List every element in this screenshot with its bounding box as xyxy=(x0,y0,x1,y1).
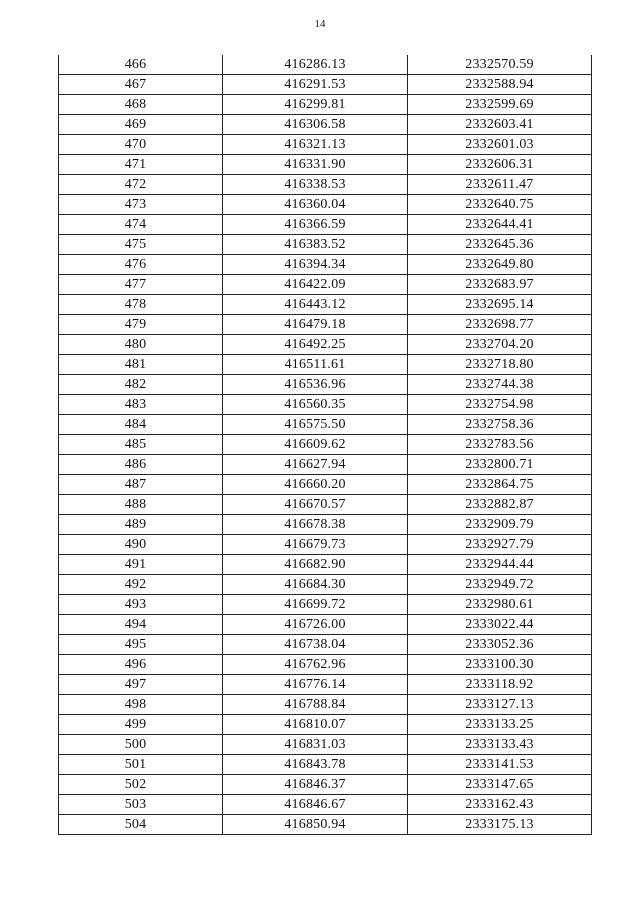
point-number-cell: 467 xyxy=(59,75,223,95)
point-number-cell: 481 xyxy=(59,355,223,375)
table-row xyxy=(59,575,592,595)
y-coordinate-cell: 2332718.80 xyxy=(408,355,592,375)
y-coordinate-cell: 2332754.98 xyxy=(408,395,592,415)
table-row xyxy=(59,475,592,495)
x-coordinate-cell: 416850.94 xyxy=(223,815,408,835)
x-coordinate-cell: 416575.50 xyxy=(223,415,408,435)
y-coordinate-cell: 2332649.80 xyxy=(408,255,592,275)
x-coordinate-cell: 416331.90 xyxy=(223,155,408,175)
point-number-cell: 504 xyxy=(59,815,223,835)
x-coordinate-cell: 416299.81 xyxy=(223,95,408,115)
x-coordinate-cell: 416776.14 xyxy=(223,675,408,695)
y-coordinate-cell: 2333162.43 xyxy=(408,795,592,815)
y-coordinate-cell: 2332758.36 xyxy=(408,415,592,435)
x-coordinate-cell: 416670.57 xyxy=(223,495,408,515)
point-number-cell: 470 xyxy=(59,135,223,155)
point-number-cell: 482 xyxy=(59,375,223,395)
table-row xyxy=(59,335,592,355)
x-coordinate-cell: 416846.37 xyxy=(223,775,408,795)
y-coordinate-cell: 2332601.03 xyxy=(408,135,592,155)
y-coordinate-cell: 2333141.53 xyxy=(408,755,592,775)
y-coordinate-cell: 2332588.94 xyxy=(408,75,592,95)
point-number-cell: 479 xyxy=(59,315,223,335)
table-row xyxy=(59,595,592,615)
y-coordinate-cell: 2332980.61 xyxy=(408,595,592,615)
x-coordinate-cell: 416726.00 xyxy=(223,615,408,635)
y-coordinate-cell: 2332570.59 xyxy=(408,55,592,75)
x-coordinate-cell: 416443.12 xyxy=(223,295,408,315)
y-coordinate-cell: 2332800.71 xyxy=(408,455,592,475)
table-row xyxy=(59,115,592,135)
y-coordinate-cell: 2332611.47 xyxy=(408,175,592,195)
y-coordinate-cell: 2332744.38 xyxy=(408,375,592,395)
y-coordinate-cell: 2332644.41 xyxy=(408,215,592,235)
point-number-cell: 496 xyxy=(59,655,223,675)
point-number-cell: 485 xyxy=(59,435,223,455)
table-row xyxy=(59,755,592,775)
point-number-cell: 495 xyxy=(59,635,223,655)
y-coordinate-cell: 2333147.65 xyxy=(408,775,592,795)
y-coordinate-cell: 2332599.69 xyxy=(408,95,592,115)
table-row xyxy=(59,135,592,155)
x-coordinate-cell: 416810.07 xyxy=(223,715,408,735)
x-coordinate-cell: 416338.53 xyxy=(223,175,408,195)
y-coordinate-cell: 2332704.20 xyxy=(408,335,592,355)
table-row xyxy=(59,815,592,835)
y-coordinate-cell: 2332864.75 xyxy=(408,475,592,495)
table-row xyxy=(59,655,592,675)
y-coordinate-cell: 2333118.92 xyxy=(408,675,592,695)
y-coordinate-cell: 2332927.79 xyxy=(408,535,592,555)
point-number-cell: 484 xyxy=(59,415,223,435)
table-row xyxy=(59,515,592,535)
x-coordinate-cell: 416738.04 xyxy=(223,635,408,655)
table-row xyxy=(59,195,592,215)
point-number-cell: 475 xyxy=(59,235,223,255)
table-row xyxy=(59,295,592,315)
table-row xyxy=(59,775,592,795)
point-number-cell: 483 xyxy=(59,395,223,415)
table-row xyxy=(59,555,592,575)
x-coordinate-cell: 416684.30 xyxy=(223,575,408,595)
y-coordinate-cell: 2332640.75 xyxy=(408,195,592,215)
x-coordinate-cell: 416366.59 xyxy=(223,215,408,235)
x-coordinate-cell: 416286.13 xyxy=(223,55,408,75)
x-coordinate-cell: 416492.25 xyxy=(223,335,408,355)
point-number-cell: 472 xyxy=(59,175,223,195)
y-coordinate-cell: 2333133.43 xyxy=(408,735,592,755)
table-row xyxy=(59,695,592,715)
table-row xyxy=(59,95,592,115)
point-number-cell: 502 xyxy=(59,775,223,795)
point-number-cell: 477 xyxy=(59,275,223,295)
x-coordinate-cell: 416846.67 xyxy=(223,795,408,815)
y-coordinate-cell: 2332695.14 xyxy=(408,295,592,315)
table-row xyxy=(59,315,592,335)
table-row xyxy=(59,255,592,275)
point-number-cell: 491 xyxy=(59,555,223,575)
x-coordinate-cell: 416831.03 xyxy=(223,735,408,755)
point-number-cell: 488 xyxy=(59,495,223,515)
point-number-cell: 503 xyxy=(59,795,223,815)
x-coordinate-cell: 416291.53 xyxy=(223,75,408,95)
x-coordinate-cell: 416762.96 xyxy=(223,655,408,675)
y-coordinate-cell: 2333175.13 xyxy=(408,815,592,835)
x-coordinate-cell: 416609.62 xyxy=(223,435,408,455)
table-row xyxy=(59,715,592,735)
point-number-cell: 494 xyxy=(59,615,223,635)
table-row xyxy=(59,735,592,755)
x-coordinate-cell: 416536.96 xyxy=(223,375,408,395)
y-coordinate-cell: 2332909.79 xyxy=(408,515,592,535)
x-coordinate-cell: 416678.38 xyxy=(223,515,408,535)
point-number-cell: 473 xyxy=(59,195,223,215)
x-coordinate-cell: 416843.78 xyxy=(223,755,408,775)
point-number-cell: 478 xyxy=(59,295,223,315)
x-coordinate-cell: 416788.84 xyxy=(223,695,408,715)
point-number-cell: 500 xyxy=(59,735,223,755)
y-coordinate-cell: 2333127.13 xyxy=(408,695,592,715)
table-row xyxy=(59,435,592,455)
point-number-cell: 480 xyxy=(59,335,223,355)
table-row xyxy=(59,155,592,175)
x-coordinate-cell: 416479.18 xyxy=(223,315,408,335)
x-coordinate-cell: 416682.90 xyxy=(223,555,408,575)
table-row xyxy=(59,395,592,415)
y-coordinate-cell: 2332944.44 xyxy=(408,555,592,575)
table-row xyxy=(59,55,592,75)
coordinates-table xyxy=(58,55,592,835)
table-row xyxy=(59,535,592,555)
point-number-cell: 486 xyxy=(59,455,223,475)
point-number-cell: 487 xyxy=(59,475,223,495)
point-number-cell: 474 xyxy=(59,215,223,235)
y-coordinate-cell: 2332683.97 xyxy=(408,275,592,295)
table-row xyxy=(59,175,592,195)
table-row xyxy=(59,375,592,395)
y-coordinate-cell: 2333022.44 xyxy=(408,615,592,635)
x-coordinate-cell: 416360.04 xyxy=(223,195,408,215)
point-number-cell: 476 xyxy=(59,255,223,275)
table-row xyxy=(59,275,592,295)
x-coordinate-cell: 416422.09 xyxy=(223,275,408,295)
table-row xyxy=(59,795,592,815)
point-number-cell: 466 xyxy=(59,55,223,75)
x-coordinate-cell: 416511.61 xyxy=(223,355,408,375)
table-row xyxy=(59,235,592,255)
point-number-cell: 490 xyxy=(59,535,223,555)
y-coordinate-cell: 2332603.41 xyxy=(408,115,592,135)
point-number-cell: 468 xyxy=(59,95,223,115)
table-row xyxy=(59,75,592,95)
point-number-cell: 493 xyxy=(59,595,223,615)
y-coordinate-cell: 2332645.36 xyxy=(408,235,592,255)
table-row xyxy=(59,355,592,375)
y-coordinate-cell: 2333100.30 xyxy=(408,655,592,675)
y-coordinate-cell: 2332606.31 xyxy=(408,155,592,175)
x-coordinate-cell: 416699.72 xyxy=(223,595,408,615)
point-number-cell: 501 xyxy=(59,755,223,775)
point-number-cell: 469 xyxy=(59,115,223,135)
coordinates-table-body xyxy=(59,55,592,835)
x-coordinate-cell: 416660.20 xyxy=(223,475,408,495)
y-coordinate-cell: 2333133.25 xyxy=(408,715,592,735)
point-number-cell: 499 xyxy=(59,715,223,735)
point-number-cell: 498 xyxy=(59,695,223,715)
point-number-cell: 489 xyxy=(59,515,223,535)
x-coordinate-cell: 416627.94 xyxy=(223,455,408,475)
point-number-cell: 497 xyxy=(59,675,223,695)
y-coordinate-cell: 2333052.36 xyxy=(408,635,592,655)
page-number: 14 xyxy=(314,18,326,30)
table-row xyxy=(59,215,592,235)
point-number-cell: 471 xyxy=(59,155,223,175)
x-coordinate-cell: 416394.34 xyxy=(223,255,408,275)
y-coordinate-cell: 2332949.72 xyxy=(408,575,592,595)
table-row xyxy=(59,635,592,655)
x-coordinate-cell: 416383.52 xyxy=(223,235,408,255)
point-number-cell: 492 xyxy=(59,575,223,595)
table-row xyxy=(59,455,592,475)
y-coordinate-cell: 2332783.56 xyxy=(408,435,592,455)
x-coordinate-cell: 416560.35 xyxy=(223,395,408,415)
x-coordinate-cell: 416679.73 xyxy=(223,535,408,555)
table-row xyxy=(59,615,592,635)
table-row xyxy=(59,415,592,435)
x-coordinate-cell: 416321.13 xyxy=(223,135,408,155)
y-coordinate-cell: 2332698.77 xyxy=(408,315,592,335)
y-coordinate-cell: 2332882.87 xyxy=(408,495,592,515)
x-coordinate-cell: 416306.58 xyxy=(223,115,408,135)
table-row xyxy=(59,675,592,695)
table-row xyxy=(59,495,592,515)
